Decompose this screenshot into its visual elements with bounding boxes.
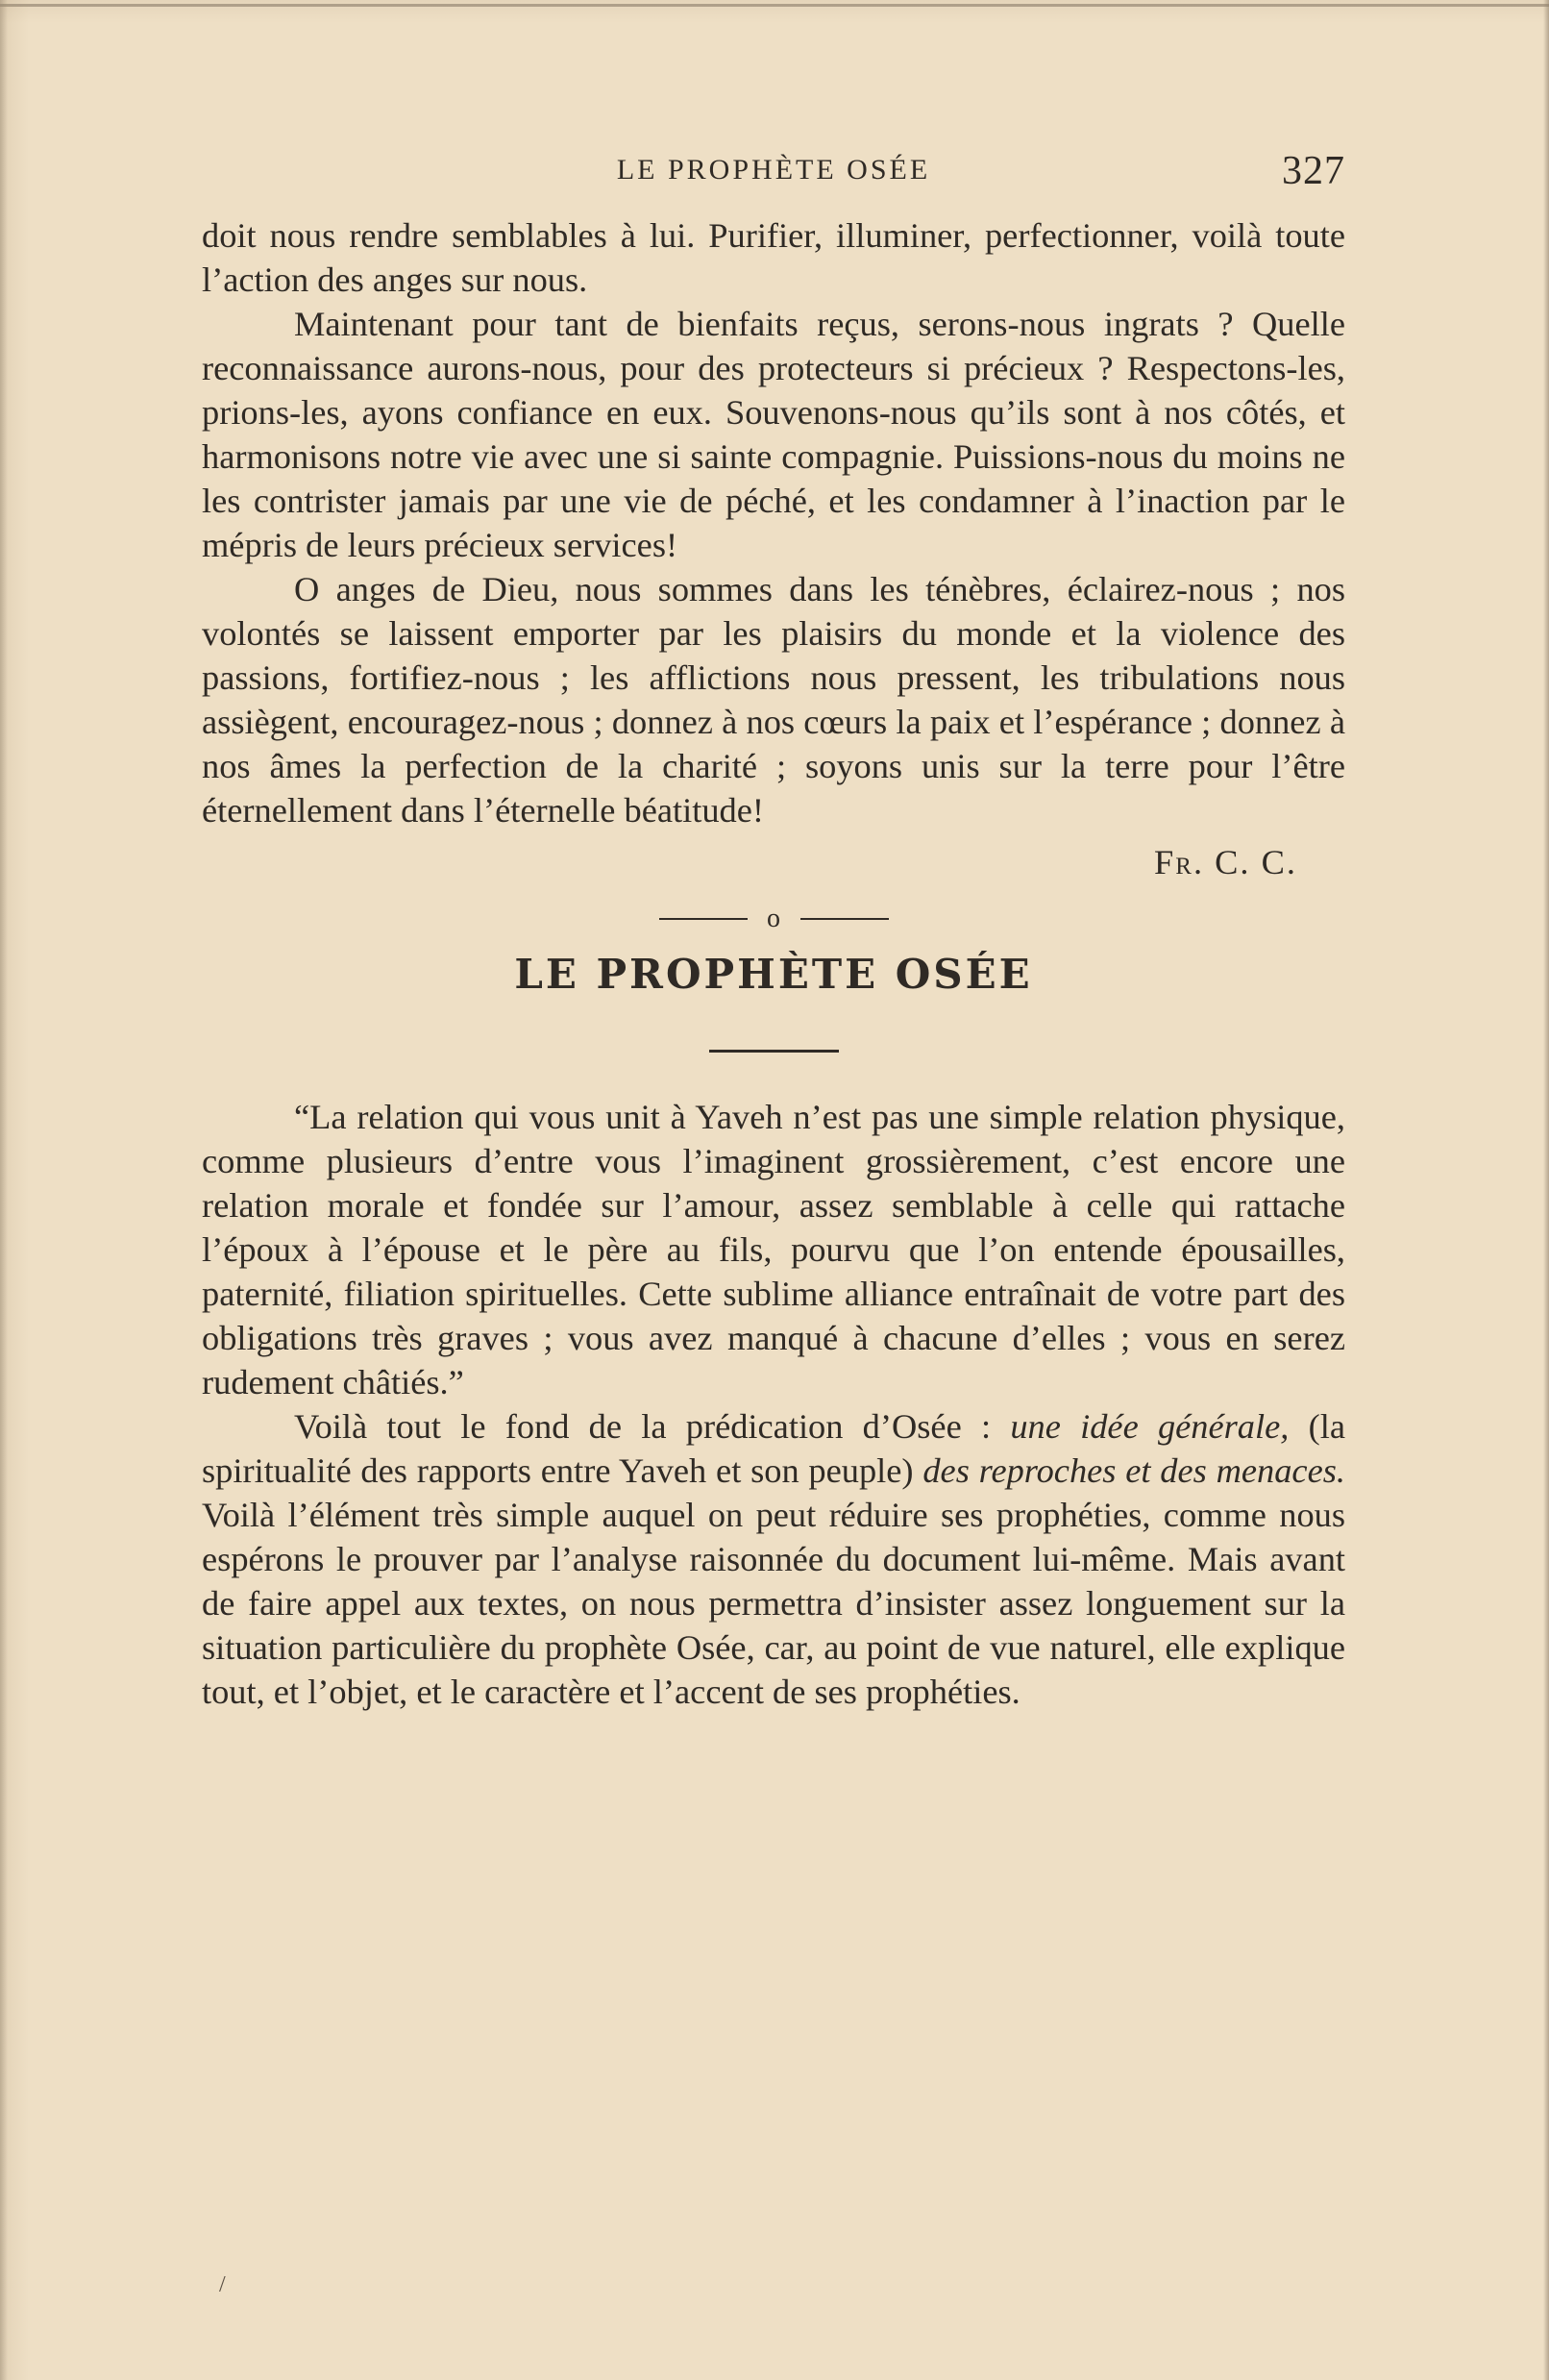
running-header	[202, 149, 1345, 202]
text-run: Voilà l’élément très simple auquel on peut réduire ses prophéties, comme nous espérons le prouver par l’analyse raisonnée du document lui-même. Mais avant de faire appel aux textes, on nous permettra d’insister assez longuement sur la situation particulière du prophète Osée, car, au point de vue naturel, elle explique tout, et l’objet, et le caractère et l’accent de ses prophéties.	[202, 1496, 1345, 1711]
page-right-edge	[1543, 0, 1549, 2380]
separator-dash-left	[659, 918, 748, 920]
page-left-edge	[0, 0, 8, 2380]
italic-phrase: des reproches et des menaces.	[922, 1451, 1345, 1490]
text-run: Voilà tout le fond de la prédication d’Osée :	[294, 1407, 1011, 1446]
paragraph-continuation: doit nous rendre semblables à lui. Purifier, illuminer, perfectionner, voilà toute l’action des anges sur nous.	[202, 216, 1345, 299]
paragraph-prayer: O anges de Dieu, nous sommes dans les ténèbres, éclairez-nous ; nos volontés se laissent emporter par les plaisirs du monde et la violence des passions, fortifiez-nous ; les afflictions nous pressent, les tribulations nous assiègent, encouragez-nous ; donnez à nos cœurs la paix et l’espérance ; donnez à nos âmes la perfection de la charité ; soyons unis sur la terre pour l’être éternellement dans l’éternelle béatitude!	[202, 570, 1345, 830]
title-underline-rule	[709, 1050, 839, 1053]
paragraph: Maintenant pour tant de bienfaits reçus, serons-nous ingrats ? Quelle reconnaissance aurons-nous, pour des protecteurs si précieux ? Respectons-les, prions-les, ayons confiance en eux. Souvenons-nous qu’ils sont à nos côtés, et harmonisons notre vie avec une si sainte compagnie. Puissions-nous du moins ne les contrister jamais par une vie de péché, et les condamner à l’inaction par le mépris de leurs précieux services!	[202, 305, 1345, 564]
author-signature: Fr. C. C.	[1154, 843, 1297, 881]
stray-pen-mark: /	[219, 2272, 226, 2297]
page-top-edge	[0, 4, 1549, 7]
section-title: LE PROPHÈTE OSÉE	[514, 951, 1033, 998]
separator-dash-right	[800, 918, 889, 920]
paragraph-analysis	[202, 1404, 1345, 1714]
quote-paragraph: “La relation qui vous unit à Yaveh n’est pas une simple relation physique, comme plusieurs d’entre vous l’imaginent grossièrement, c’est encore une relation morale et fondée sur l’amour, assez semblable à celle qui rattache l’époux à l’épouse et le père au fils, pourvu que l’on entende épousailles, paternité, filiation spirituelles. Cette sublime alliance entraînait de votre part des obligations très graves ; vous avez manqué à chacune d’elles ; vous en serez rudement châtiés.”	[202, 1098, 1345, 1401]
separator-ornament: o	[767, 904, 780, 934]
italic-phrase: une idée générale,	[1010, 1407, 1290, 1446]
page-number: 327	[1282, 149, 1345, 193]
section-separator	[202, 898, 1345, 936]
main-text	[202, 213, 1345, 1714]
text-run: (la spiritualité des rapports entre Yaveh et son peuple)	[202, 1407, 1345, 1490]
running-title: LE PROPHÈTE OSÉE	[616, 154, 931, 186]
